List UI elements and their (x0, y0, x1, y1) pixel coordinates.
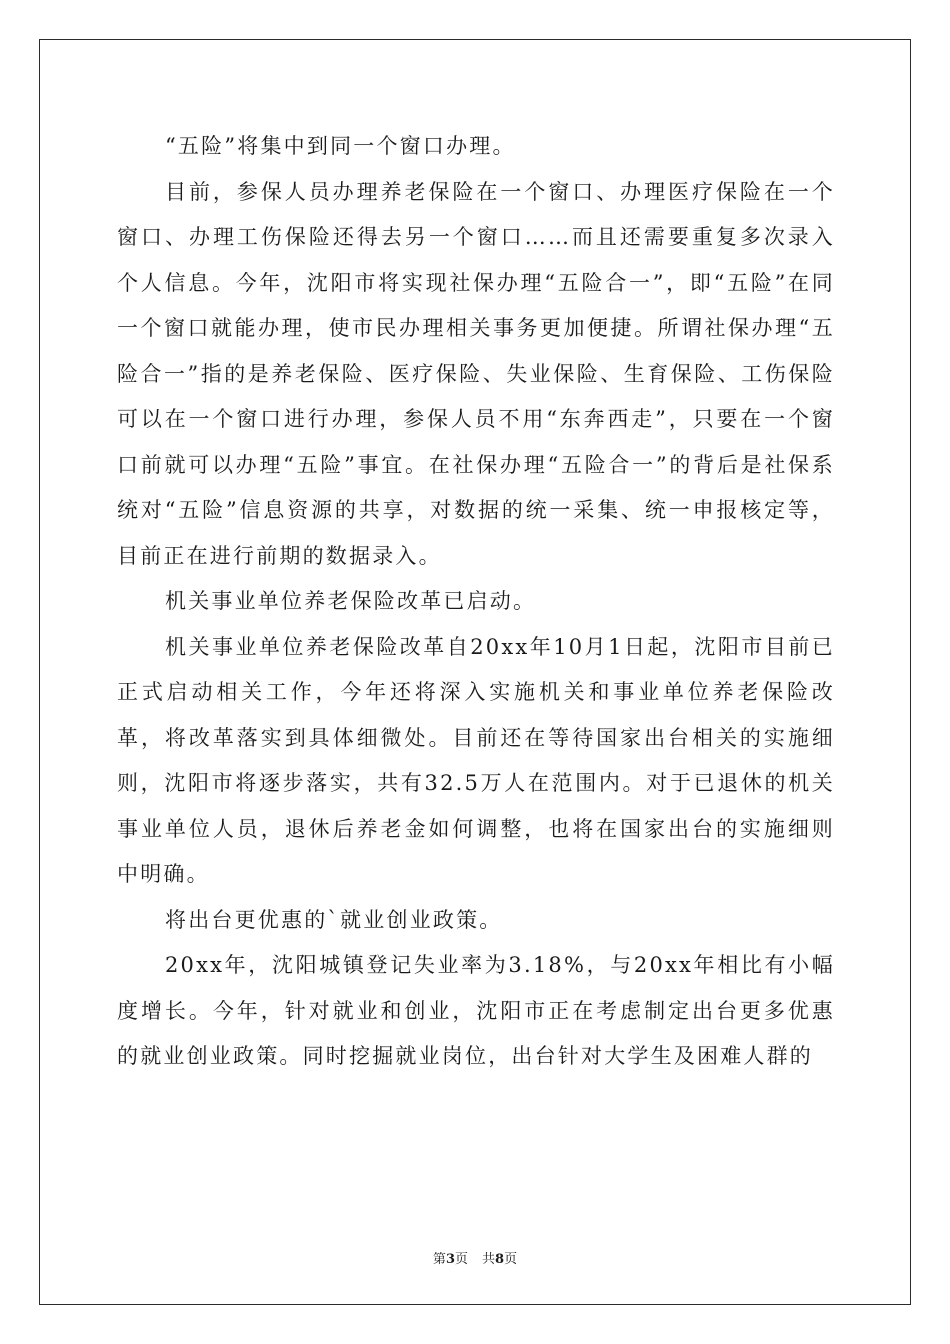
page-prefix: 第 (432, 1252, 446, 1267)
total-prefix: 共 (482, 1252, 496, 1267)
page-suffix: 页 (454, 1252, 468, 1267)
total-page-number: 8 (495, 1252, 505, 1267)
total-suffix: 页 (504, 1252, 518, 1267)
page-footer (0, 1248, 950, 1267)
document-body (117, 124, 835, 1080)
paragraph-1: “五险”将集中到同一个窗口办理。 (165, 134, 516, 158)
paragraph-3: 机关事业单位养老保险改革已启动。 (165, 589, 537, 613)
paragraph-6: 20xx年，沈阳城镇登记失业率为3.18%，与20xx年相比有小幅度增长。今年，针对就业和创业，沈阳市正在考虑制定出台更多优惠的就业创业政策。同时挖掘就业岗位，出台针对大学生及困难人群的 (117, 953, 835, 1068)
paragraph-2: 目前，参保人员办理养老保险在一个窗口、办理医疗保险在一个窗口、办理工伤保险还得去另一个窗口……而且还需要重复多次录入个人信息。今年，沈阳市将实现社保办理“五险合一”，即“五险”在同一个窗口就能办理，使市民办理相关事务更加便捷。所谓社保办理“五险合一”指的是养老保险、医疗保险、失业保险、生育保险、工伤保险可以在一个窗口进行办理，参保人员不用“东奔西走”，只要在一个窗口前就可以办理“五险”事宜。在社保办理“五险合一”的背后是社保系统对“五险”信息资源的共享，对数据的统一采集、统一申报核定等，目前正在进行前期的数据录入。 (117, 179, 835, 568)
paragraph-4: 机关事业单位养老保险改革自20xx年10月1日起，沈阳市目前已正式启动相关工作，今年还将深入实施机关和事业单位养老保险改革，将改革落实到具体细微处。目前还在等待国家出台相关的实施细则，沈阳市将逐步落实，共有32.5万人在范围内。对于已退休的机关事业单位人员，退休后养老金如何调整，也将在国家出台的实施细则中明确。 (117, 634, 835, 886)
current-page-number: 3 (445, 1252, 455, 1267)
paragraph-5: 将出台更优惠的`就业创业政策。 (165, 907, 503, 932)
